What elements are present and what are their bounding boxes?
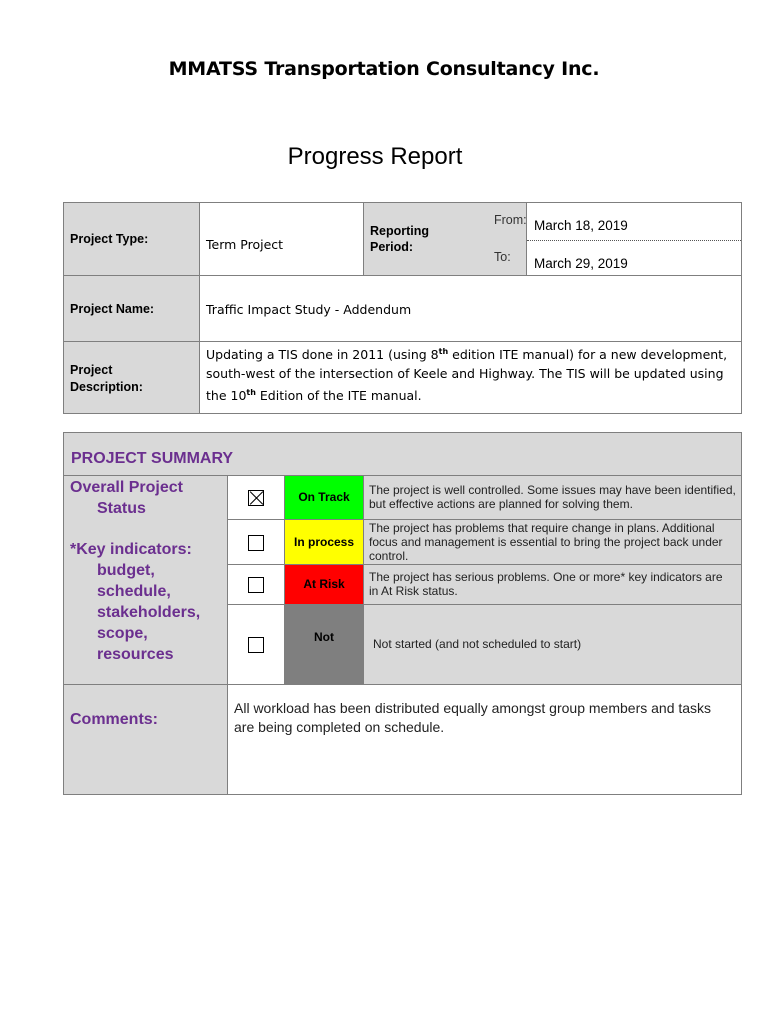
on-track-description: The project is well controlled. Some issues may have been identified, but effective actions are planned for solving them. (369, 483, 736, 511)
at-risk-status-label: At Risk (284, 564, 364, 605)
status-checkbox-cell (227, 475, 285, 520)
status-description-cell (363, 475, 742, 520)
from-label: From: (494, 213, 527, 227)
status-description-cell (363, 604, 742, 685)
in-process-status-label: In process (284, 519, 364, 565)
comments-label-cell (63, 684, 228, 795)
on-track-checkbox[interactable] (248, 490, 264, 506)
not-started-checkbox[interactable] (248, 637, 264, 653)
project-type-label: Project Type: (70, 232, 149, 246)
project-name-value-cell (199, 275, 742, 342)
status-description-cell (363, 564, 742, 605)
period-divider (527, 240, 741, 241)
project-name-label: Project Name: (70, 302, 155, 316)
key-indicators-label: *Key indicators: (70, 541, 192, 558)
overall-status-label (70, 477, 183, 519)
project-description-value-cell (199, 341, 742, 414)
desc-part-1: Updating a TIS done in 2011 (using 8 (206, 347, 439, 363)
key-indicator-scope: scope, (97, 625, 148, 642)
comments-value-cell (227, 684, 742, 795)
desc-superscript-1: th (438, 347, 449, 356)
summary-heading: PROJECT SUMMARY (71, 450, 234, 467)
project-name-label-cell (63, 275, 200, 342)
key-indicator-resources: resources (97, 646, 174, 663)
desc-part-2: edition ITE manual) for a new development, south-west of the intersection of Keele and Highway. The TIS will be updated using the 10 (206, 347, 728, 404)
status-checkbox-cell (227, 564, 285, 605)
not-started-status-label: Not (284, 604, 364, 685)
on-track-status-label: On Track (284, 475, 364, 520)
overall-status-line-2: Status (97, 500, 146, 517)
period-dates-cell (526, 202, 742, 276)
at-risk-checkbox[interactable] (248, 577, 264, 593)
key-indicator-schedule: schedule, (97, 583, 171, 600)
comments-label: Comments: (70, 711, 159, 728)
project-description-label-cell (63, 341, 200, 414)
to-label: To: (494, 250, 511, 264)
key-indicator-stakeholders: stakeholders, (97, 604, 201, 621)
overall-status-line-1: Overall Project (70, 479, 183, 496)
company-name: MMATSS Transportation Consultancy Inc. (168, 58, 600, 80)
reporting-period-label: Reporting Period: (370, 224, 430, 254)
in-process-description: The project has problems that require change in plans. Additional focus and management is essential to bring the project back under control. (369, 521, 723, 563)
project-description-label: Project Description: (70, 363, 143, 394)
key-indicators (70, 539, 200, 665)
at-risk-description: The project has serious problems. One or more* key indicators are in At Risk status. (369, 570, 723, 598)
to-date: March 29, 2019 (534, 256, 628, 271)
status-checkbox-cell (227, 519, 285, 565)
project-name-value: Traffic Impact Study - Addendum (206, 302, 412, 317)
key-indicator-budget: budget, (97, 562, 155, 579)
summary-heading-cell (63, 432, 742, 476)
in-process-checkbox[interactable] (248, 535, 264, 551)
status-checkbox-cell (227, 604, 285, 685)
report-title: Progress Report (287, 143, 463, 170)
reporting-period-cell (363, 202, 527, 276)
project-type-value-cell (199, 202, 364, 276)
project-type-label-cell (63, 202, 200, 276)
project-description-text (206, 342, 738, 405)
desc-superscript-2: th (246, 388, 256, 398)
desc-part-3: Edition of the ITE manual. (255, 388, 422, 404)
not-started-description: Not started (and not scheduled to start) (373, 637, 582, 651)
status-legend-cell (63, 475, 228, 685)
project-type-value: Term Project (206, 237, 284, 252)
comments-text[interactable]: All workload has been distributed equally amongst group members and tasks are being completed on schedule. (234, 700, 712, 735)
status-description-cell (363, 519, 742, 565)
from-date: March 18, 2019 (534, 218, 628, 233)
